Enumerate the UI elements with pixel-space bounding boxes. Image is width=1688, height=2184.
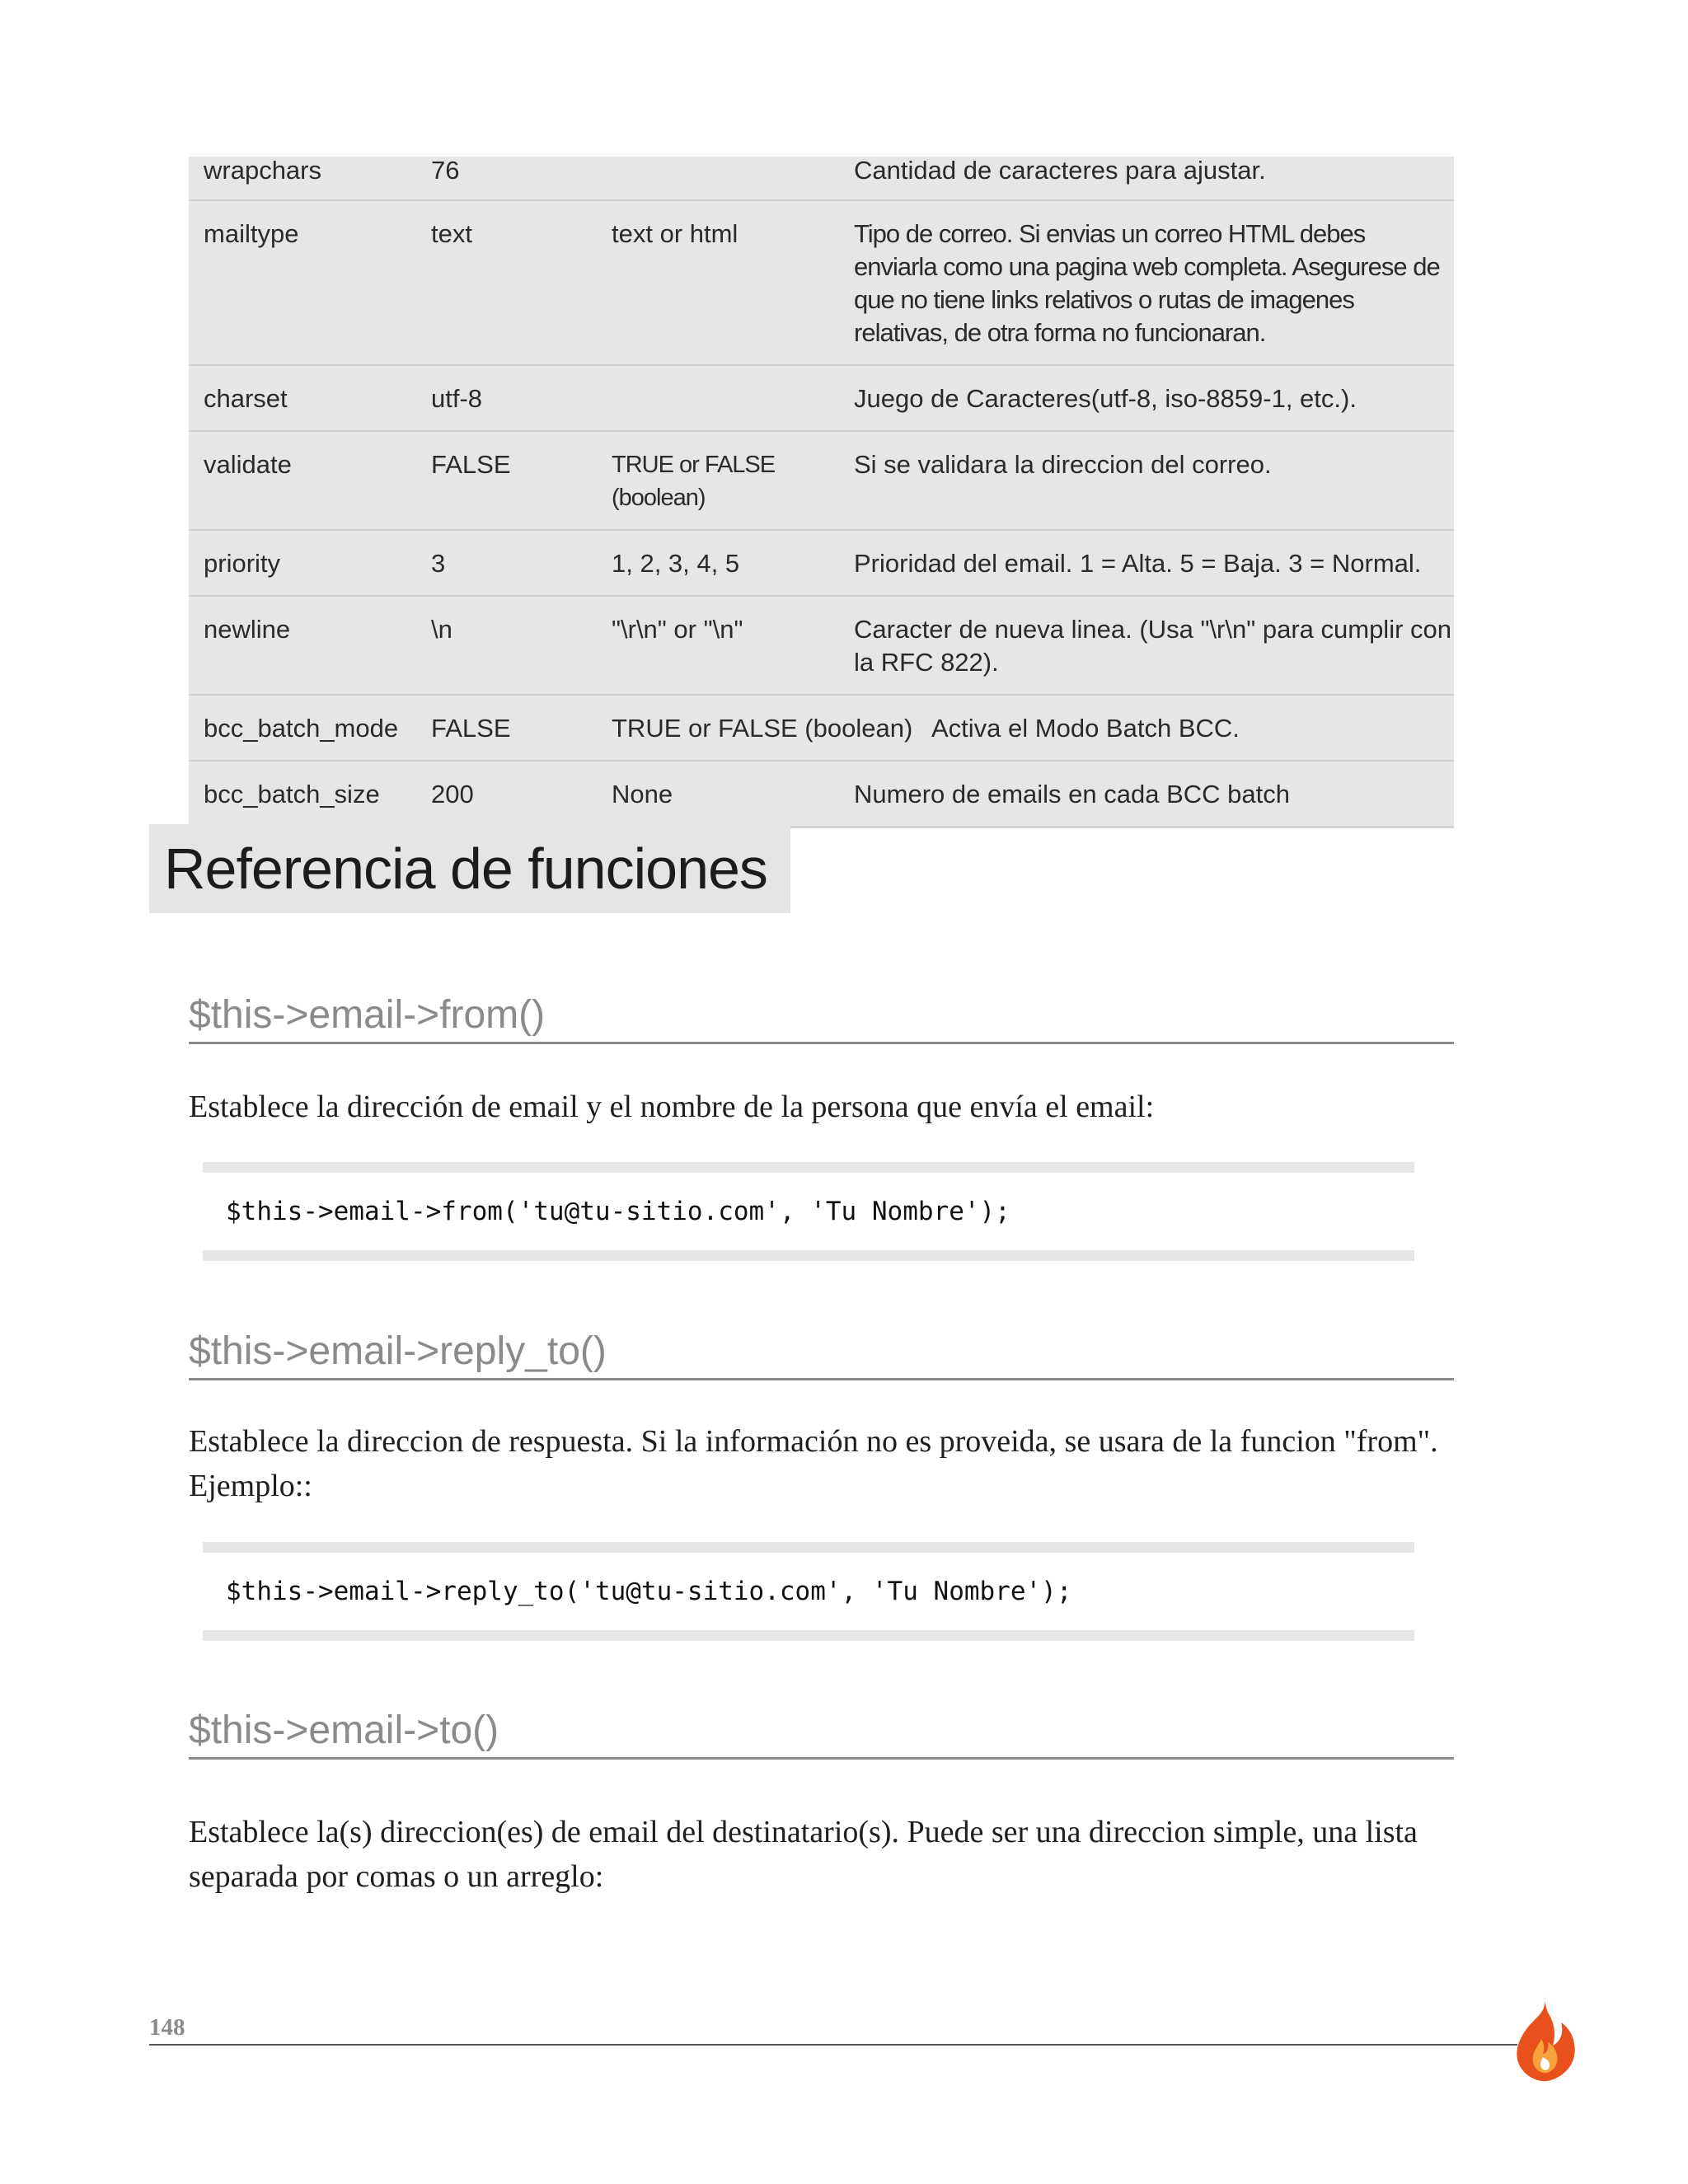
desc-cell: Juego de Caracteres(utf-8, iso-8859-1, etc.). [854, 384, 1357, 413]
desc-cell: Cantidad de caracteres para ajustar. [854, 156, 1266, 185]
function-desc-reply-to: Establece la direccion de respuesta. Si la información no es proveida, se usara de la funcion "from". Ejemplo:: [189, 1424, 1438, 1503]
flame-icon [1502, 1993, 1581, 2085]
table-row [189, 595, 1454, 694]
desc-cell: Caracter de nueva linea. (Usa "\r\n" para cumplir con la RFC 822). [854, 615, 1452, 677]
desc-cell: Activa el Modo Batch BCC. [931, 714, 1240, 743]
pref-cell: charset [204, 384, 288, 413]
desc-cell: Tipo de correo. Si envias un correo HTML debes enviarla como una pagina web completa. Asegurese de que no tiene links relativos o rutas de imagenes relativas, de otra forma no funcionaran. [854, 219, 1440, 347]
pref-cell: priority [204, 549, 281, 578]
pref-cell: mailtype [204, 219, 299, 248]
function-title-reply-to: $this->email->reply_to() [189, 1330, 1454, 1380]
options-cell: None [612, 780, 673, 808]
default-cell: \n [431, 615, 452, 644]
options-table [189, 157, 1454, 828]
code-line: $this->email->from('tu@tu-sitio.com', 'Tu Nombre'); [226, 1197, 1010, 1226]
code-block-from [203, 1162, 1414, 1261]
section-title: Referencia de funciones [164, 837, 767, 901]
pref-cell: newline [204, 615, 291, 644]
options-cell [597, 366, 839, 415]
table-row [189, 364, 1454, 430]
options-cell [597, 157, 839, 185]
function-desc-from: Establece la dirección de email y el nombre de la persona que envía el email: [189, 1090, 1155, 1124]
page-number: 148 [149, 2014, 185, 2041]
section-heading [149, 824, 790, 913]
function-desc-to: Establece la(s) direccion(es) de email del destinatario(s). Puede ser una direccion simple, una lista separada por comas o un arreglo: [189, 1815, 1418, 1894]
options-cell: TRUE or FALSE (boolean) [612, 714, 913, 743]
options-cell: TRUE or FALSE (boolean) [612, 452, 776, 511]
table-row [189, 157, 1454, 199]
default-cell: utf-8 [431, 384, 483, 413]
options-cell: "\r\n" or "\n" [612, 615, 743, 644]
pref-cell: wrapchars [204, 156, 321, 185]
table-row [189, 529, 1454, 595]
function-title-to: $this->email->to() [189, 1709, 1454, 1760]
pref-cell: validate [204, 450, 292, 479]
footer-divider [149, 2044, 1517, 2046]
pref-cell: bcc_batch_size [204, 780, 380, 808]
desc-cell: Prioridad del email. 1 = Alta. 5 = Baja. 3 = Normal. [854, 549, 1422, 578]
options-cell: 1, 2, 3, 4, 5 [612, 549, 740, 578]
table-row [189, 694, 1454, 760]
default-cell: 200 [431, 780, 474, 808]
pref-cell: bcc_batch_mode [204, 714, 399, 743]
desc-cell: Numero de emails en cada BCC batch [854, 780, 1290, 808]
default-cell: FALSE [431, 714, 511, 743]
table-row [189, 430, 1454, 529]
default-cell: FALSE [431, 450, 511, 479]
default-cell: text [431, 219, 472, 248]
table-row [189, 199, 1454, 364]
function-title-from: $this->email->from() [189, 994, 1454, 1044]
code-block-reply-to [203, 1542, 1414, 1641]
options-cell: text or html [612, 219, 738, 248]
default-cell: 76 [431, 156, 460, 185]
default-cell: 3 [431, 549, 446, 578]
code-line: $this->email->reply_to('tu@tu-sitio.com', 'Tu Nombre'); [226, 1577, 1072, 1606]
desc-cell: Si se validara la direccion del correo. [854, 450, 1272, 479]
table-row [189, 760, 1454, 826]
